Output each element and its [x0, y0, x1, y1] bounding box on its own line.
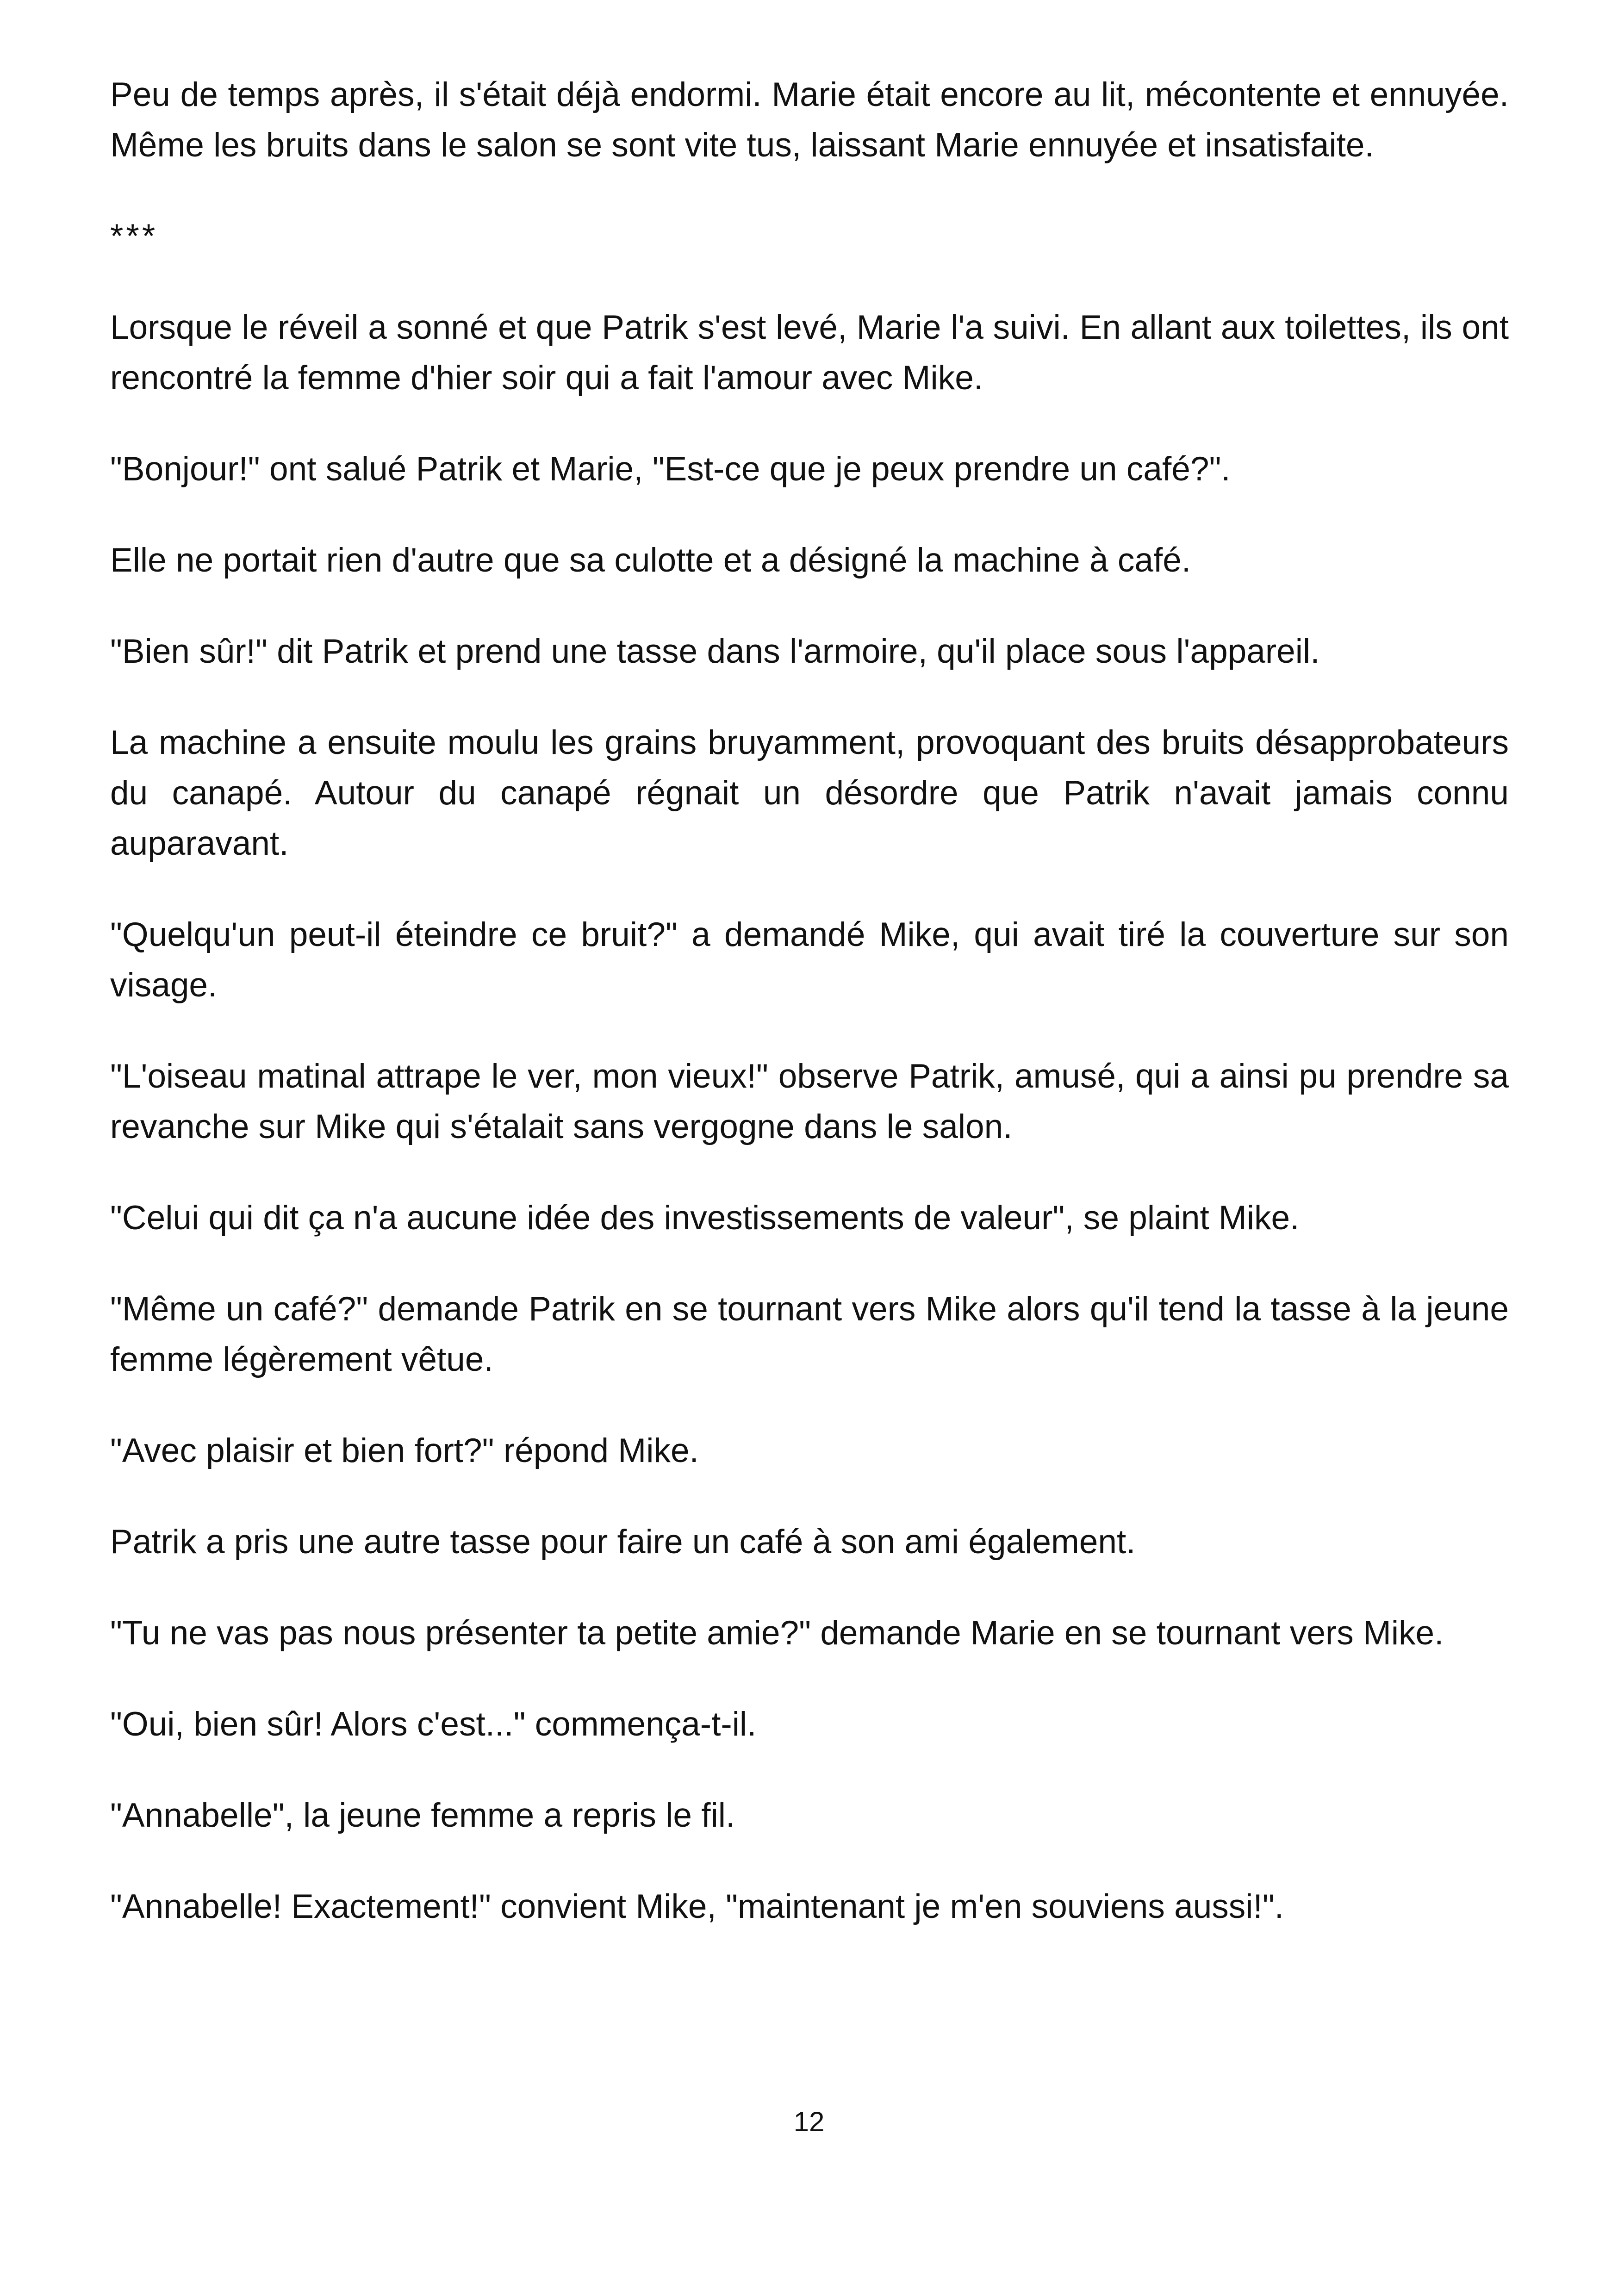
- text-body: [110, 69, 1509, 1972]
- paragraph: Peu de temps après, il s'était déjà endormi. Marie était encore au lit, mécontente et ennuyée. Même les bruits dans le salon se sont vite tus, laissant Marie ennuyée et insatisfaite.: [110, 76, 1509, 164]
- paragraph: "Bien sûr!" dit Patrik et prend une tasse dans l'armoire, qu'il place sous l'appareil.: [110, 633, 1320, 670]
- paragraph: La machine a ensuite moulu les grains bruyamment, provoquant des bruits désapprobateurs du canapé. Autour du canapé régnait un désordre que Patrik n'avait jamais connu auparavant.: [110, 724, 1509, 862]
- paragraph: "Bonjour!" ont salué Patrik et Marie, "Est-ce que je peux prendre un café?".: [110, 450, 1231, 488]
- paragraph: "Même un café?" demande Patrik en se tournant vers Mike alors qu'il tend la tasse à la jeune femme légèrement vêtue.: [110, 1290, 1509, 1378]
- paragraph: "L'oiseau matinal attrape le ver, mon vieux!" observe Patrik, amusé, qui a ainsi pu prendre sa revanche sur Mike qui s'étalait sans vergogne dans le salon.: [110, 1058, 1509, 1145]
- page-number: 12: [793, 2106, 825, 2137]
- scene-break: ***: [110, 218, 158, 255]
- paragraph: "Celui qui dit ça n'a aucune idée des investissements de valeur", se plaint Mike.: [110, 1199, 1300, 1237]
- paragraph: Patrik a pris une autre tasse pour faire un café à son ami également.: [110, 1523, 1136, 1561]
- paragraph: "Avec plaisir et bien fort?" répond Mike.: [110, 1432, 699, 1469]
- paragraph: "Oui, bien sûr! Alors c'est..." commença-t-il.: [110, 1705, 757, 1743]
- paragraph: Lorsque le réveil a sonné et que Patrik s'est levé, Marie l'a suivi. En allant aux toilettes, ils ont rencontré la femme d'hier soir qui a fait l'amour avec Mike.: [110, 309, 1509, 397]
- paragraph: "Annabelle! Exactement!" convient Mike, "maintenant je m'en souviens aussi!".: [110, 1888, 1284, 1925]
- paragraph: Elle ne portait rien d'autre que sa culotte et a désigné la machine à café.: [110, 541, 1191, 579]
- paragraph: "Quelqu'un peut-il éteindre ce bruit?" a demandé Mike, qui avait tiré la couverture sur son visage.: [110, 916, 1509, 1004]
- paragraph: "Tu ne vas pas nous présenter ta petite amie?" demande Marie en se tournant vers Mike.: [110, 1614, 1444, 1652]
- paragraph: "Annabelle", la jeune femme a repris le fil.: [110, 1797, 735, 1834]
